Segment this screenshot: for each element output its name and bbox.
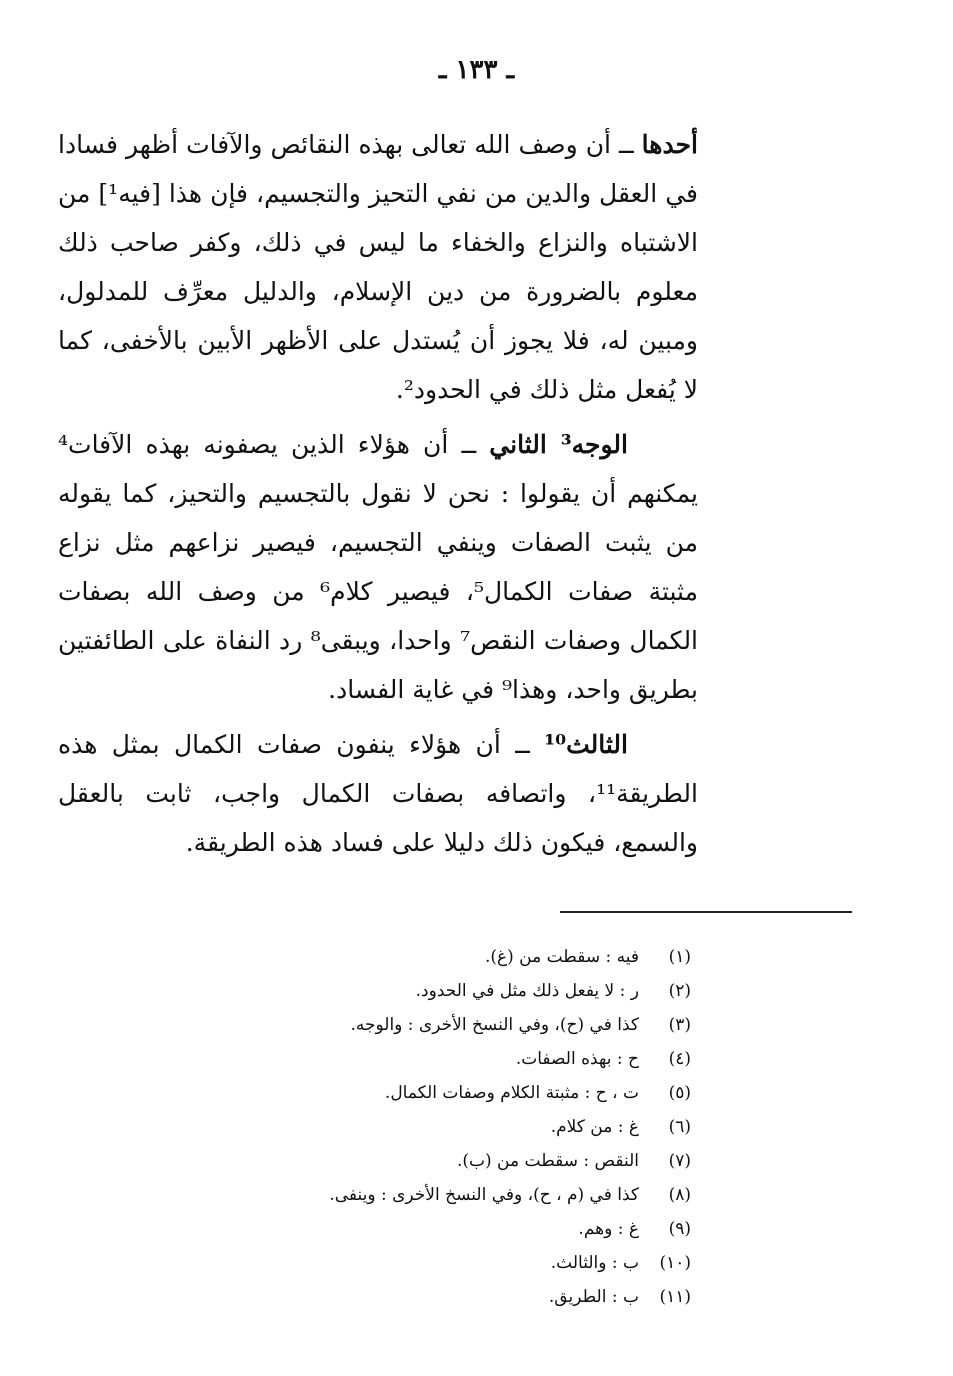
footnote-text: ت ، ح : مثبتة الكلام وصفات الكمال. — [384, 1083, 639, 1103]
footnote-item — [231, 1178, 691, 1212]
paragraph-lead: الثالث¹⁰ — [544, 730, 628, 759]
footnote-number: (٣) — [668, 1015, 691, 1035]
footnote-number: (١) — [668, 947, 691, 967]
footnote-number: (٦) — [668, 1117, 691, 1137]
footnote-text: ح : بهذه الصفات. — [515, 1049, 639, 1069]
footnote-text: ر : لا يفعل ذلك مثل في الحدود. — [415, 981, 639, 1001]
footnote-item — [231, 1246, 691, 1280]
footnote-text: ب : والثالث. — [550, 1253, 639, 1273]
footnote-item — [231, 1280, 691, 1314]
footnote-item — [231, 1076, 691, 1110]
footnote-number: (١٠) — [659, 1253, 691, 1273]
footnote-text: كذا في (م ، ح)، وفي النسخ الأخرى : وينفى. — [329, 1185, 639, 1205]
footnote-number: (٥) — [668, 1083, 691, 1103]
footnote-item — [231, 1144, 691, 1178]
footnote-text: النقص : سقطت من (ب). — [456, 1151, 639, 1171]
footnote-text: فيه : سقطت من (غ). — [484, 947, 639, 967]
footnote-item — [231, 974, 691, 1008]
footnote-item — [231, 1110, 691, 1144]
footnote-item — [231, 1008, 691, 1042]
footnote-number: (١١) — [659, 1287, 691, 1307]
footnotes-list — [231, 940, 691, 1314]
page-number: ـ ١٣٣ ـ — [438, 55, 515, 85]
paragraph-text: ــ أن هؤلاء ينفون صفات الكمال بمثل هذه الطريقة¹¹، واتصافه بصفات الكمال واجب، ثابت بالعقل والسمع، فيكون ذلك دليلا على فساد هذه الطريقة. — [58, 730, 698, 857]
footnote-text: ب : الطريق. — [548, 1287, 639, 1307]
footnote-number: (٧) — [668, 1151, 691, 1171]
footnote-item — [231, 1042, 691, 1076]
paragraph-second — [58, 420, 698, 714]
footnote-item — [231, 1212, 691, 1246]
footnote-number: (٩) — [668, 1219, 691, 1239]
footnote-text: كذا في (ح)، وفي النسخ الأخرى : والوجه. — [350, 1015, 639, 1035]
paragraph-text: ــ أن وصف الله تعالى بهذه النقائص والآفات أظهر فسادا في العقل والدين من نفي التحيز والتجسيم، فإن هذا [فيه¹] من الاشتباه والنزاع والخفاء ما ليس في ذلك، وكفر صاحب ذلك معلوم بالضرورة من دين الإسلام، والدليل معرِّف للمدلول، ومبين له، فلا يجوز أن يُستدل على الأظهر الأبين بالأخفى، كما لا يُفعل مثل ذلك في الحدود². — [58, 130, 698, 404]
footnote-separator — [560, 911, 852, 913]
paragraph-first — [58, 120, 698, 414]
main-text-body — [58, 120, 698, 873]
footnote-number: (٢) — [668, 981, 691, 1001]
footnote-text: غ : وهم. — [578, 1219, 639, 1239]
paragraph-text: ــ أن هؤلاء الذين يصفونه بهذه الآفات⁴ يمكنهم أن يقولوا : نحن لا نقول بالتجسيم والتحيز، كما يقوله من يثبت الصفات وينفي التجسيم، فيصير نزاعهم مثل نزاع مثبتة صفات الكمال⁵، فيصير كلام⁶ من وصف الله بصفات الكمال وصفات النقص⁷ واحدا، ويبقى⁸ رد النفاة على الطائفتين بطريق واحد، وهذا⁹ في غاية الفساد. — [58, 430, 699, 704]
paragraph-lead: الوجه³ الثاني — [489, 430, 628, 459]
footnote-number: (٨) — [668, 1185, 691, 1205]
footnote-number: (٤) — [668, 1049, 691, 1069]
paragraph-third — [58, 720, 698, 867]
paragraph-lead: أحدها — [641, 130, 698, 159]
footnote-item — [231, 940, 691, 974]
footnote-text: غ : من كلام. — [550, 1117, 639, 1137]
